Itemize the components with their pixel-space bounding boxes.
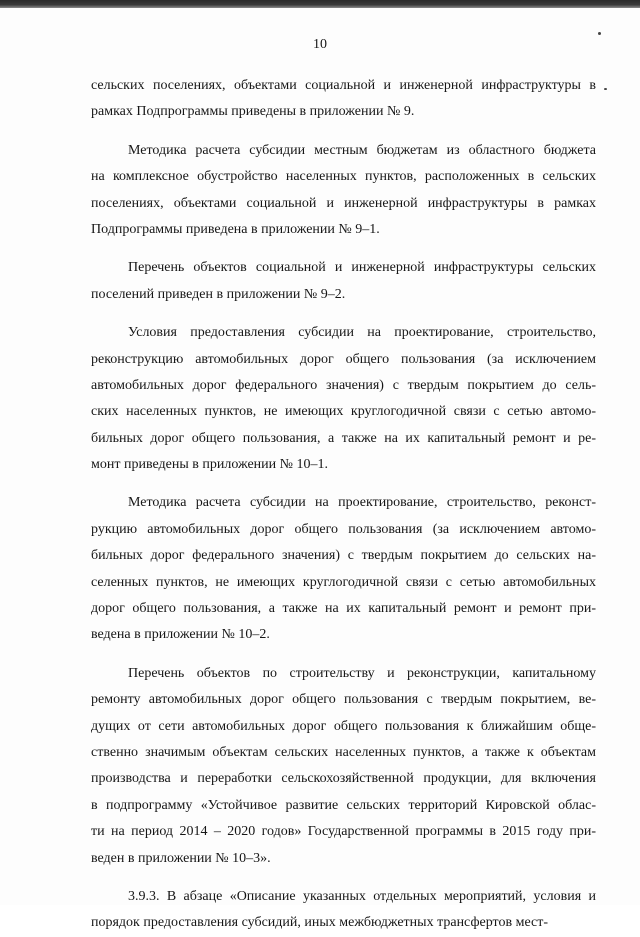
text-line: Перечень объектов социальной и инженерной инфраструктуры сельских (128, 260, 596, 276)
text-line: веден в приложении № 10–3». (91, 850, 271, 866)
text-line: Методика расчета субсидии местным бюджетам из областного бюджета (128, 142, 596, 158)
text-line: бильных дорог федерального значения) с твердым покрытием до сельских на- (91, 548, 596, 564)
text-line: на комплексное обустройство населенных пунктов, расположенных в сельских (91, 169, 596, 185)
page-number: 10 (313, 37, 327, 52)
paragraph-gap (91, 243, 596, 255)
text-line: реконструкцию автомобильных дорог общего пользования (за исключением (91, 351, 596, 367)
paragraph (91, 138, 596, 244)
text-line: ственно значимым объектам сельских населенных пунктов, а также к объектам (91, 744, 596, 760)
text-line: рукцию автомобильных дорог общего пользования (за исключением автомо- (91, 521, 596, 537)
text-line: поселений приведен в приложении № 9–2. (91, 286, 346, 302)
text-line: в подпрограмму «Устойчивое развитие сельских территорий Кировской облас- (91, 797, 596, 813)
text-line: ских населенных пунктов, не имеющих круглогодичной связи с сетью автомо- (91, 404, 596, 420)
paragraph-gap (91, 308, 596, 320)
text-line: 3.9.3. В абзаце «Описание указанных отдельных мероприятий, условия и (128, 888, 596, 904)
text-line: ти на период 2014 – 2020 годов» Государственной программы в 2015 году при- (91, 824, 596, 840)
text-line: Условия предоставления субсидии на проектирование, строительство, (128, 325, 596, 341)
text-line: бильных дорог общего пользования, а также на их капитальный ремонт и ре- (91, 430, 596, 446)
text-line: Перечень объектов по строительству и реконструкции, капитальному (128, 665, 596, 681)
paragraph-gap (91, 872, 596, 884)
paragraph-gap (91, 649, 596, 661)
paragraph (91, 255, 596, 308)
text-line: Подпрограммы приведена в приложении № 9–1. (91, 221, 380, 237)
text-line: монт приведены в приложении № 10–1. (91, 457, 329, 473)
paragraph (91, 884, 596, 937)
text-line: сельских поселениях, объектами социальной и инженерной инфраструктуры в (91, 78, 596, 93)
text-line: рамках Подпрограммы приведены в приложении № 9. (91, 104, 415, 120)
paragraph-gap (91, 478, 596, 490)
text-line: ведена в приложении № 10–2. (91, 627, 270, 643)
paragraph (91, 661, 596, 872)
text-line: производства и переработки сельскохозяйственной продукции, для включения (91, 771, 596, 787)
document-body (91, 73, 596, 937)
text-line: поселениях, объектами социальной и инженерной инфраструктуры в рамках (91, 195, 596, 211)
text-line: автомобильных дорог федерального значения) с твердым покрытием до сель- (91, 377, 596, 393)
text-line: дущих от сети автомобильных дорог общего пользования к ближайшим обще- (91, 718, 596, 734)
paragraph (91, 320, 596, 478)
text-line: ремонту автомобильных дорог общего пользования с твердым покрытием, ве- (91, 692, 596, 708)
scan-edge-bar (0, 0, 640, 8)
scan-speck (598, 32, 601, 35)
text-line: дорог общего пользования, а также на их капитальный ремонт и ремонт при- (91, 601, 596, 617)
paragraph (91, 490, 596, 648)
text-line: порядок предоставления субсидий, иных межбюджетных трансфертов мест- (91, 915, 549, 931)
text-line: Методика расчета субсидии на проектирование, строительство, реконст- (128, 495, 596, 511)
scan-speck (604, 88, 607, 90)
paragraph-gap (91, 126, 596, 138)
paragraph (91, 73, 596, 126)
text-line: селенных пунктов, не имеющих круглогодичной связи с сетью автомобильных (91, 574, 596, 590)
